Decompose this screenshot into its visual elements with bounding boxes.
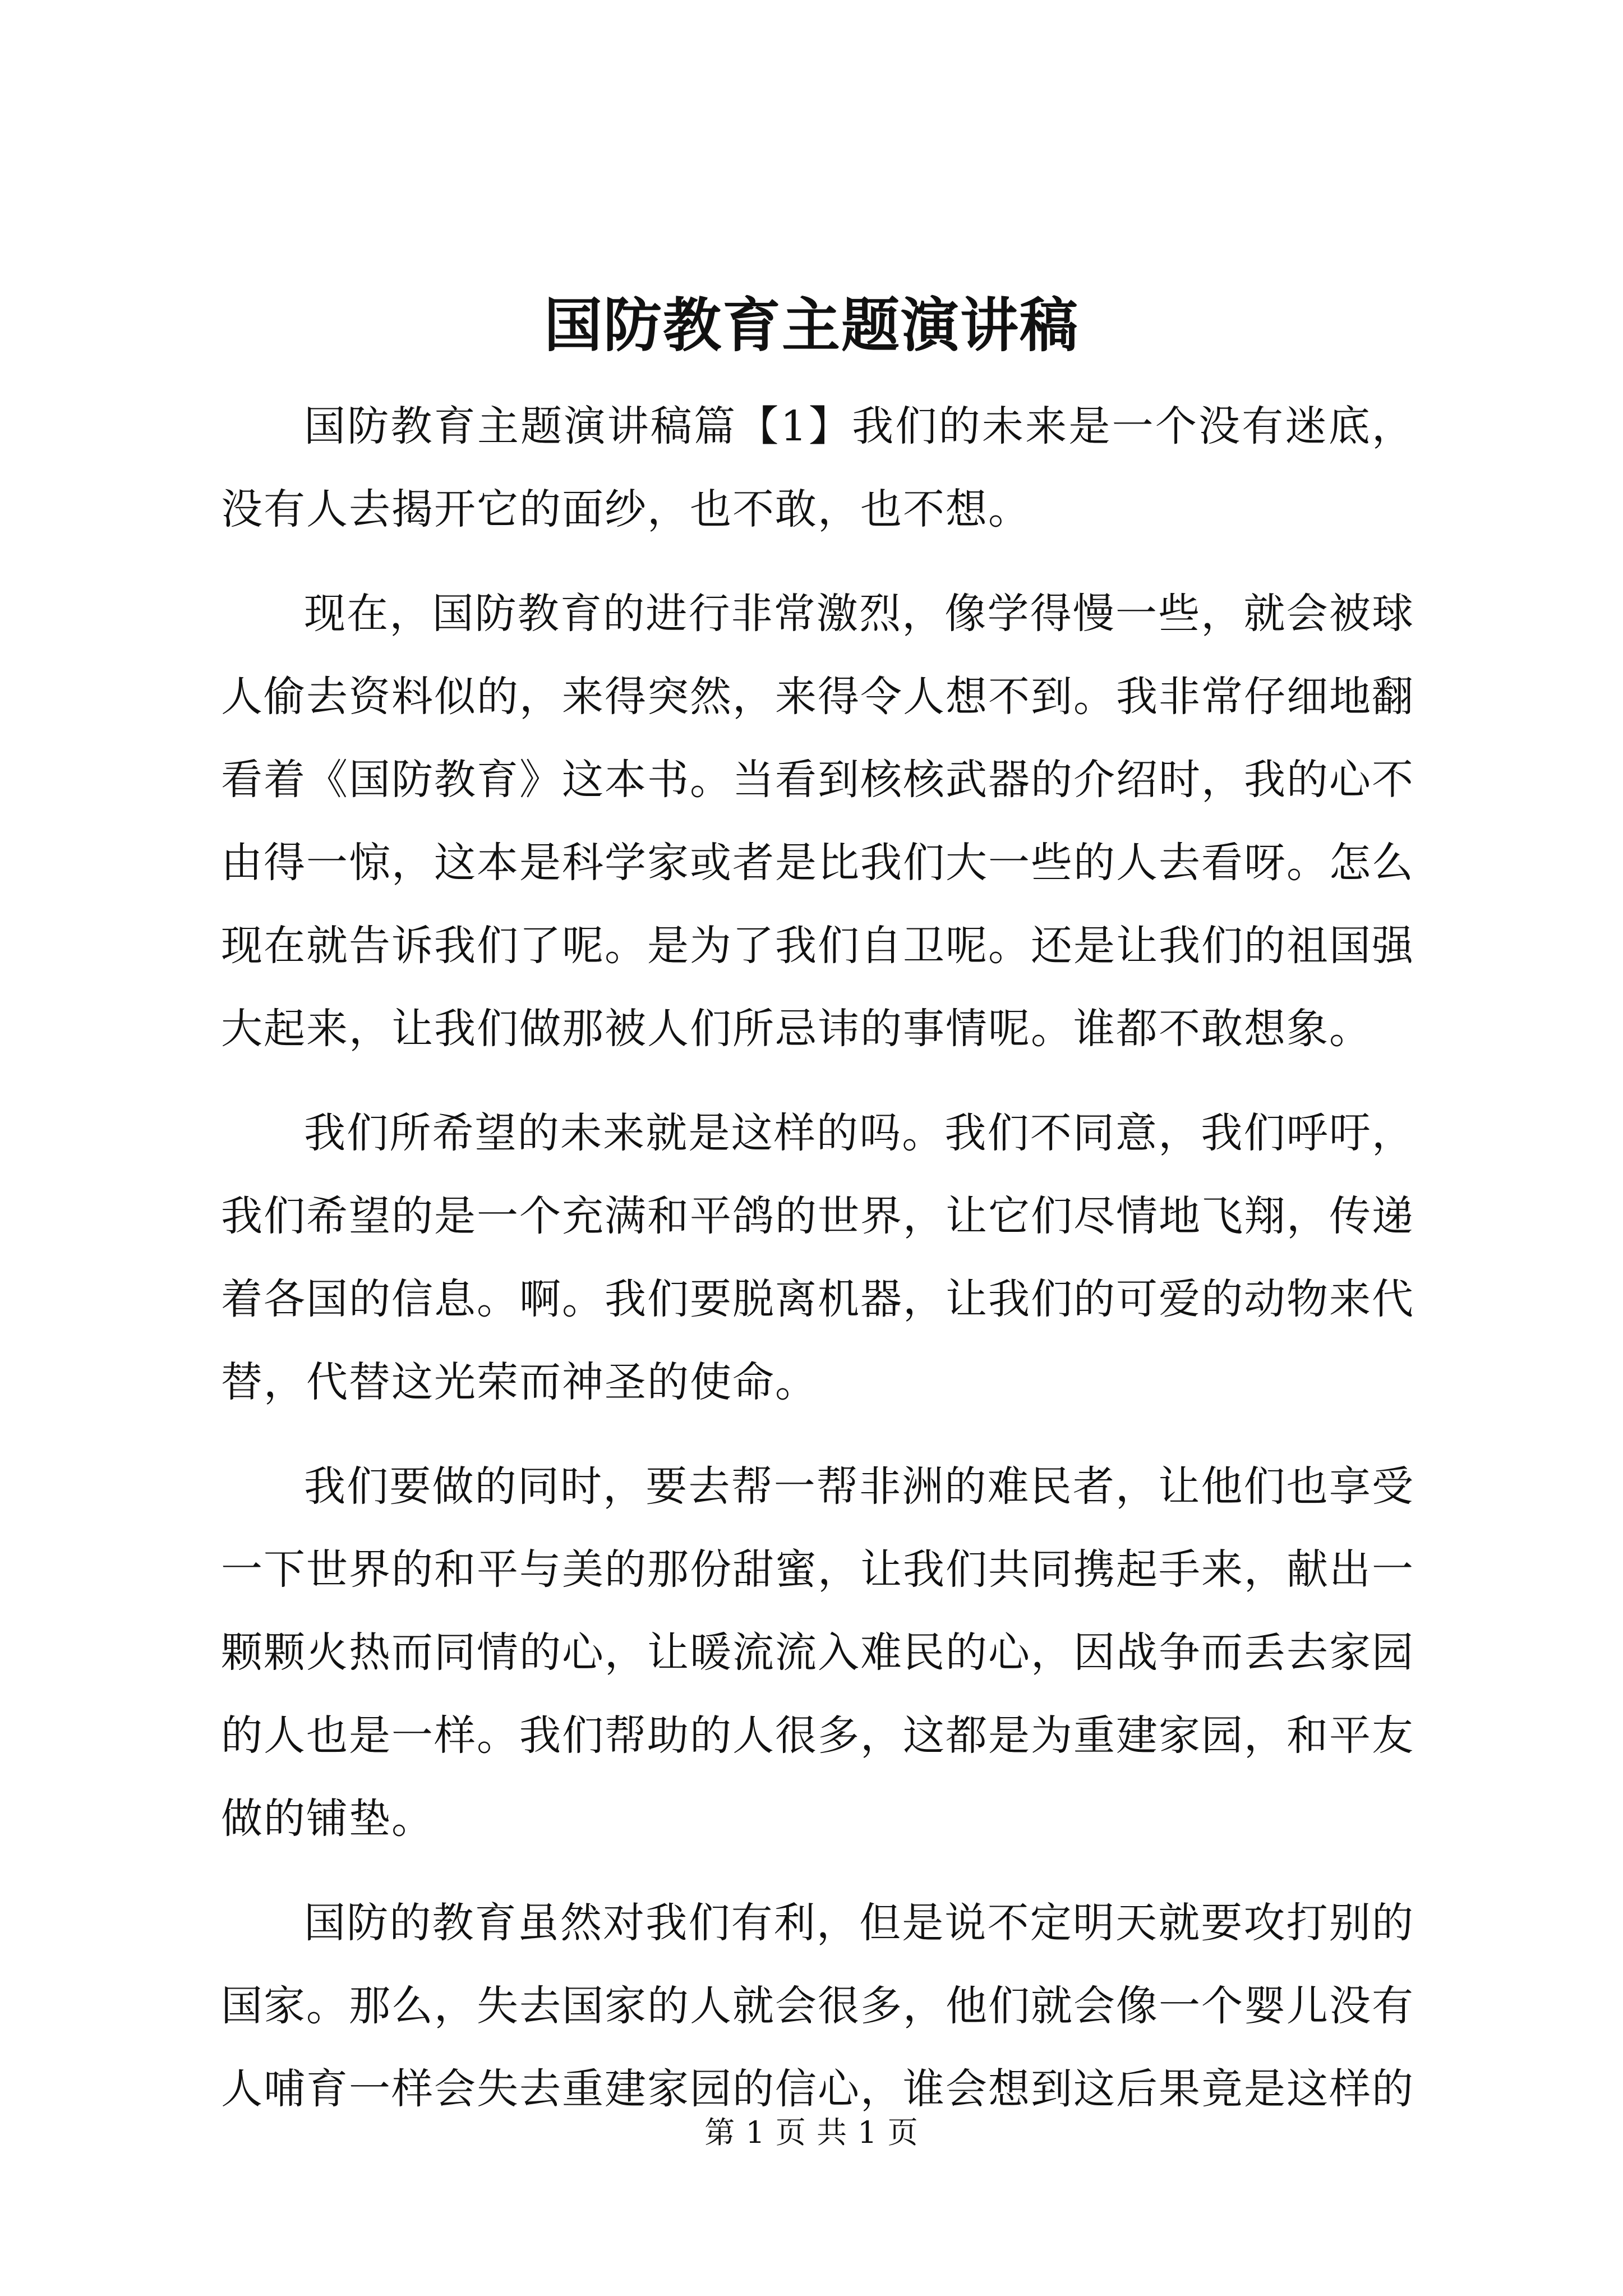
page-title: 国防教育主题演讲稿 xyxy=(543,291,1079,360)
paragraph-1: 国防教育主题演讲稿篇【1】我们的未来是一个没有迷底，没有人去揭开它的面纱，也不敢，也不想。 xyxy=(221,402,1414,533)
paragraph-3: 我们所希望的未来就是这样的吗。我们不同意，我们呼吁，我们希望的是一个充满和平鸽的世界，让它们尽情地飞翔，传递着各国的信息。啊。我们要脱离机器，让我们的可爱的动物来代替，代替这光荣而神圣的使命。 xyxy=(221,1109,1414,1406)
document-body xyxy=(221,385,1414,2131)
paragraph-4: 我们要做的同时，要去帮一帮非洲的难民者，让他们也享受一下世界的和平与美的那份甜蜜，让我们共同携起手来，献出一颗颗火热而同情的心，让暖流流入难民的心，因战争而丢去家园的人也是一样。我们帮助的人很多，这都是为重建家园，和平友做的铺垫。 xyxy=(221,1462,1414,1843)
paragraph-2: 现在，国防教育的进行非常激烈，像学得慢一些，就会被球人偷去资料似的，来得突然，来得令人想不到。我非常仔细地翻看着《国防教育》这本书。当看到核核武器的介绍时，我的心不由得一惊，这本是科学家或者是比我们大一些的人去看呀。怎么现在就告诉我们了呢。是为了我们自卫呢。还是让我们的祖国强大起来，让我们做那被人们所忌讳的事情呢。谁都不敢想象。 xyxy=(221,590,1414,1053)
page-number-footer: 第 1 页 共 1 页 xyxy=(704,2115,919,2150)
paragraph-5: 国防的教育虽然对我们有利，但是说不定明天就要攻打别的国家。那么，失去国家的人就会很多，他们就会像一个婴儿没有人哺育一样会失去重建家园的信心，谁会想到这后果竟是这样的 xyxy=(221,1899,1414,2113)
